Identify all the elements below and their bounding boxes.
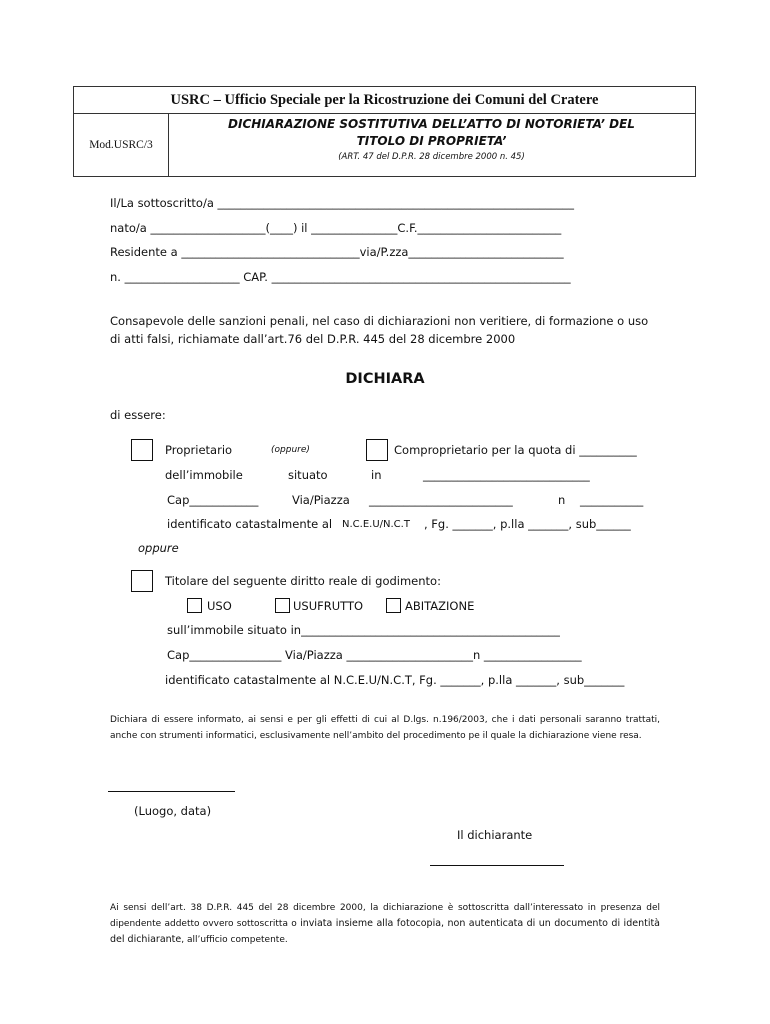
field-numero-cap[interactable]: n. ____________________ CAP. ____________________________________________________ <box>110 270 571 284</box>
field-sottoscritto[interactable]: Il/La sottoscritto/a ______________________________________________________________ <box>110 196 575 210</box>
comproprietario-checkbox[interactable] <box>366 439 388 461</box>
proprietario-checkbox[interactable] <box>131 439 153 461</box>
title-line-2: TITOLO DI PROPRIETA’ <box>356 134 507 148</box>
oppure-inline: (oppure) <box>271 445 310 455</box>
office-title: USRC – Ufficio Speciale per la Ricostruzione dei Comuni del Cratere <box>74 87 695 114</box>
titolare-label: Titolare del seguente diritto reale di godimento: <box>165 574 441 588</box>
law-reference: (ART. 47 del D.P.R. 28 dicembre 2000 n. 45) <box>338 152 525 162</box>
in-label: in <box>371 468 382 482</box>
proprietario-label: Proprietario <box>165 443 233 457</box>
signature-line[interactable] <box>430 865 564 866</box>
form-code: Mod.USRC/3 <box>74 113 169 176</box>
n-label-1: n <box>558 493 566 507</box>
comproprietario-label[interactable]: Comproprietario per la quota di __________ <box>394 443 637 457</box>
privacy-notice: Dichiara di essere informato, ai sensi e per gli effetti di cui al D.lgs. n.196/2003, che i dati personali saranno trattati, anche con strumenti informatici, esclusivamente nell’ambito del procedimento pe il quale la dichiarazione viene resa. <box>110 715 660 741</box>
dichiara-heading: DICHIARA <box>345 371 425 387</box>
immobile-location-field[interactable]: _____________________________ <box>423 468 590 482</box>
di-essere-label: di essere: <box>110 408 166 422</box>
catasto-field-2[interactable]: identificato catastalmente al N.C.E.U/N.C.T, Fg. _______, p.lla _______, sub_______ <box>165 673 625 687</box>
consapevole-line-1: Consapevole delle sanzioni penali, nel caso di dichiarazioni non veritiere, di formazione o uso <box>110 314 649 328</box>
luogo-data-label: (Luogo, data) <box>134 804 212 818</box>
title-line-1: DICHIARAZIONE SOSTITUTIVA DELL’ATTO DI NOTORIETA’ DEL <box>228 117 635 131</box>
catasto-field-1[interactable]: , Fg. _______, p.lla _______, sub______ <box>424 517 631 531</box>
header-box <box>73 86 696 177</box>
immobile-field-2[interactable]: sull’immobile situato in_____________________________________________ <box>167 623 560 637</box>
luogo-data-line[interactable] <box>108 791 235 792</box>
footer-part-2: inviata insieme alla fotocopia, non autenticata di un documento di identità del dichiarante <box>110 918 661 945</box>
immobile-label: dell’immobile <box>165 468 243 482</box>
usufrutto-label: USUFRUTTO <box>293 599 364 613</box>
oppure-separator: oppure <box>138 541 179 555</box>
field-residente[interactable]: Residente a _______________________________via/P.zza___________________________ <box>110 245 564 259</box>
abitazione-checkbox[interactable] <box>386 598 401 613</box>
cap-field-1[interactable]: Cap____________ <box>167 493 259 507</box>
catasto-code-1: N.C.E.U/N.C.T <box>342 519 410 530</box>
field-nato[interactable]: nato/a ____________________(____) il _______________C.F._________________________ <box>110 221 562 235</box>
cap-via-field-2[interactable]: Cap________________ Via/Piazza ______________________n _________________ <box>167 648 582 662</box>
titolare-checkbox[interactable] <box>131 570 153 592</box>
footer-part-1: Ai sensi dell’art. 38 D.P.R. 445 del 28 dicembre 2000, la dichiarazione è sottoscritta dall’interessato in presenza del dipendente addetto ovvero sottoscritta o <box>110 903 660 929</box>
consapevole-line-2: di atti falsi, richiamate dall’art.76 del D.P.R. 445 del 28 dicembre 2000 <box>110 332 516 346</box>
dichiarante-label: Il dichiarante <box>457 828 533 842</box>
footer-notice <box>110 900 660 948</box>
usufrutto-checkbox[interactable] <box>275 598 290 613</box>
form-title <box>168 113 695 176</box>
via-field-1[interactable]: _________________________ <box>369 493 513 507</box>
abitazione-label: ABITAZIONE <box>405 599 475 613</box>
n-field-1[interactable]: ___________ <box>580 493 644 507</box>
catasto-label-1: identificato catastalmente al <box>167 517 333 531</box>
situato-label: situato <box>288 468 328 482</box>
uso-label: USO <box>207 599 232 613</box>
footer-part-3: , all’ufficio competente. <box>181 935 288 945</box>
uso-checkbox[interactable] <box>187 598 202 613</box>
via-label-1: Via/Piazza <box>292 493 350 507</box>
